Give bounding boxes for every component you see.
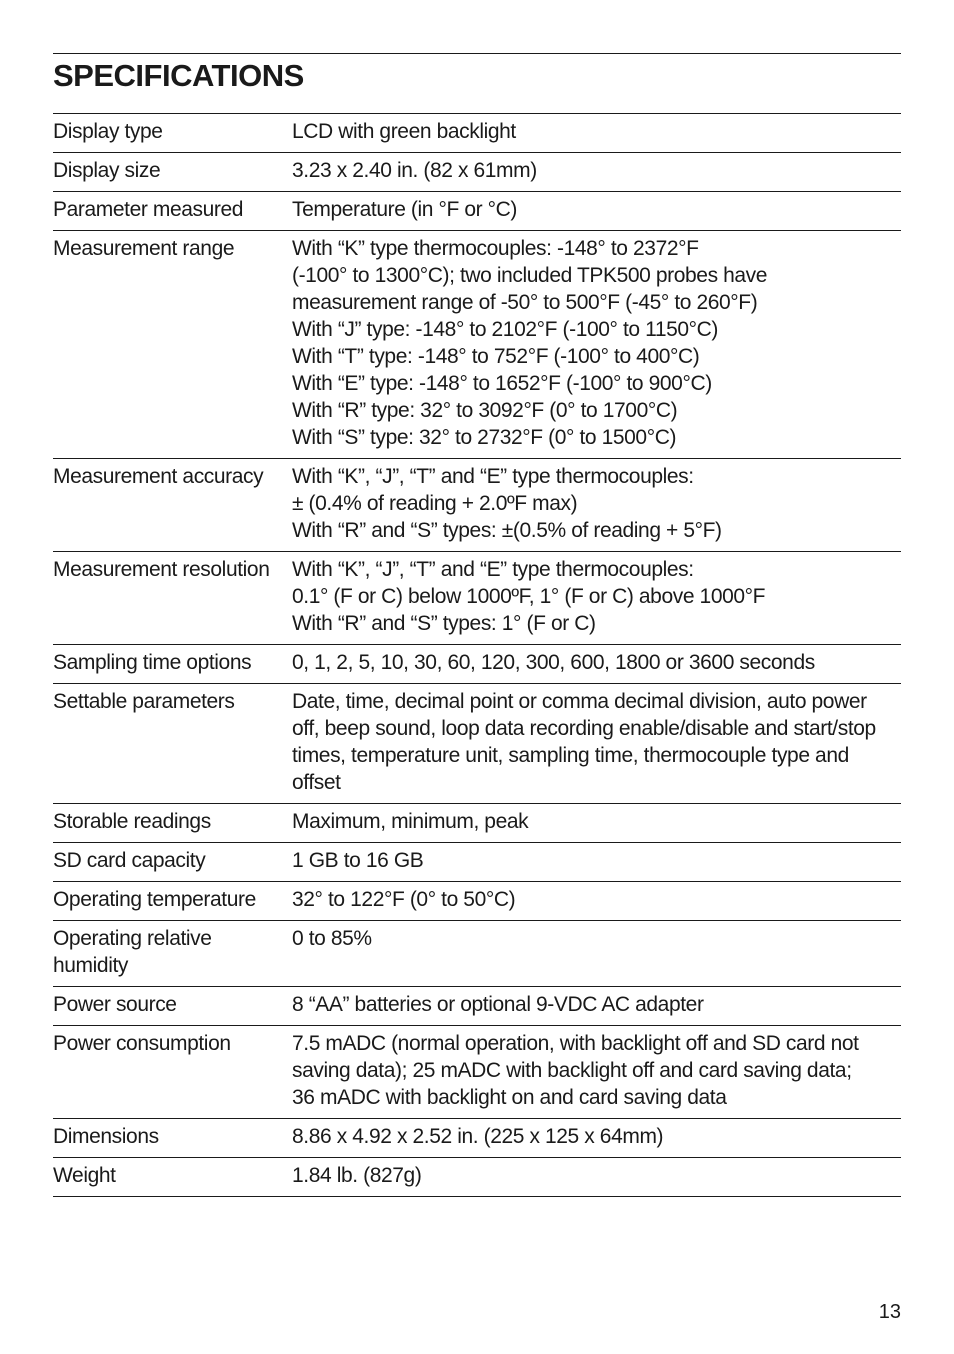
table-row (53, 459, 901, 552)
spec-label: Operating temperature (53, 882, 292, 921)
table-row (53, 987, 901, 1026)
spec-value: Maximum, minimum, peak (292, 804, 901, 843)
table-row (53, 192, 901, 231)
spec-value: With “K”, “J”, “T” and “E” type thermocouples: ± (0.4% of reading + 2.0ºF max) With “R” and “S” types: ±(0.5% of reading + 5°F) (292, 459, 901, 552)
spec-label: Power consumption (53, 1026, 292, 1119)
spec-value: 32° to 122°F (0° to 50°C) (292, 882, 901, 921)
spec-label: Display type (53, 114, 292, 153)
table-row (53, 804, 901, 843)
spec-value: 0, 1, 2, 5, 10, 30, 60, 120, 300, 600, 1800 or 3600 seconds (292, 645, 901, 684)
spec-label: Measurement range (53, 231, 292, 459)
table-row (53, 1158, 901, 1197)
spec-value: 7.5 mADC (normal operation, with backlight off and SD card not saving data); 25 mADC with backlight off and card saving data; 36 mADC with backlight on and card saving data (292, 1026, 901, 1119)
spec-label: Settable parameters (53, 684, 292, 804)
spec-label: Measurement accuracy (53, 459, 292, 552)
spec-value: 8.86 x 4.92 x 2.52 in. (225 x 125 x 64mm) (292, 1119, 901, 1158)
table-row (53, 114, 901, 153)
spec-value: With “K”, “J”, “T” and “E” type thermocouples: 0.1° (F or C) below 1000ºF, 1° (F or C) above 1000°F With “R” and “S” types: 1° (F or C) (292, 552, 901, 645)
spec-label: Parameter measured (53, 192, 292, 231)
spec-label: Display size (53, 153, 292, 192)
table-row (53, 645, 901, 684)
spec-label: Dimensions (53, 1119, 292, 1158)
spec-value: Temperature (in °F or °C) (292, 192, 901, 231)
spec-value: 1.84 lb. (827g) (292, 1158, 901, 1197)
spec-value: Date, time, decimal point or comma decimal division, auto power off, beep sound, loop data recording enable/disable and start/stop times, temperature unit, sampling time, thermocouple type and offset (292, 684, 901, 804)
table-row (53, 231, 901, 459)
spec-value: 8 “AA” batteries or optional 9-VDC AC adapter (292, 987, 901, 1026)
page-title: SPECIFICATIONS (53, 58, 304, 93)
spec-label: Power source (53, 987, 292, 1026)
table-row (53, 684, 901, 804)
table-row (53, 153, 901, 192)
spec-value: LCD with green backlight (292, 114, 901, 153)
specifications-table (53, 113, 901, 1197)
spec-value: 1 GB to 16 GB (292, 843, 901, 882)
table-row (53, 921, 901, 987)
table-row (53, 1026, 901, 1119)
table-row (53, 1119, 901, 1158)
spec-value: 3.23 x 2.40 in. (82 x 61mm) (292, 153, 901, 192)
spec-value: 0 to 85% (292, 921, 901, 987)
spec-label: Measurement resolution (53, 552, 292, 645)
header-rule (53, 53, 901, 54)
spec-label: Storable readings (53, 804, 292, 843)
table-row (53, 552, 901, 645)
spec-label: Weight (53, 1158, 292, 1197)
spec-label: Sampling time options (53, 645, 292, 684)
table-row (53, 843, 901, 882)
spec-label: SD card capacity (53, 843, 292, 882)
table-row (53, 882, 901, 921)
spec-value: With “K” type thermocouples: -148° to 2372°F (-100° to 1300°C); two included TPK500 probes have measurement range of -50° to 500°F (-45° to 260°F) With “J” type: -148° to 2102°F (-100° to 1150°C) With “T” type: -148° to 752°F (-100° to 400°C) With “E” type: -148° to 1652°F (-100° to 900°C) With “R” type: 32° to 3092°F (0° to 1700°C) With “S” type: 32° to 2732°F (0° to 1500°C) (292, 231, 901, 459)
spec-label: Operating relative humidity (53, 921, 292, 987)
page-number: 13 (878, 1301, 901, 1323)
